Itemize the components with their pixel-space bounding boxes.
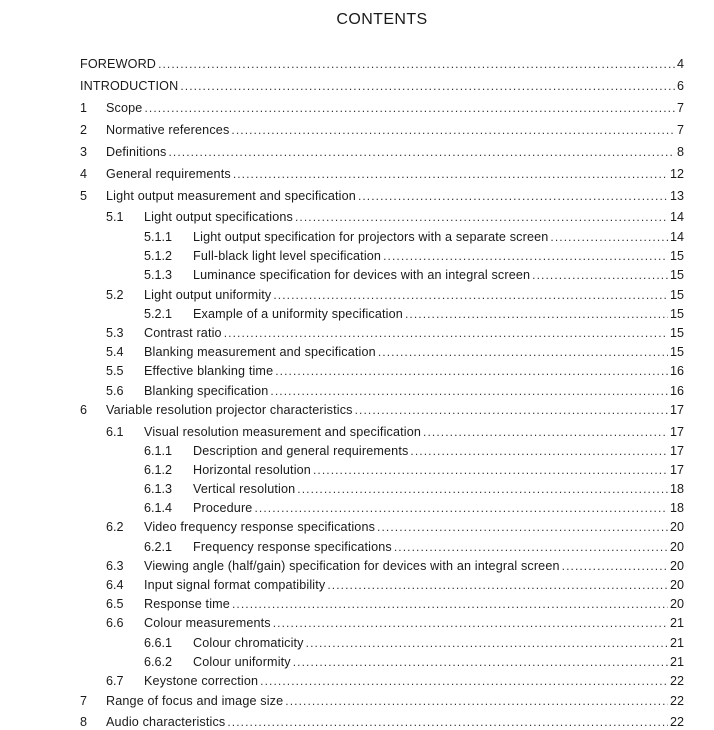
toc-entry-page: 8 bbox=[676, 145, 684, 159]
toc-entry-title: Colour uniformity bbox=[193, 655, 291, 669]
toc-entry-number: 6.5 bbox=[106, 597, 124, 611]
toc-entry[interactable] bbox=[80, 79, 684, 94]
toc-entry[interactable] bbox=[106, 288, 684, 303]
toc-entry[interactable] bbox=[80, 694, 684, 709]
toc-entry-title: Light output specification for projectors with a separate screen bbox=[193, 230, 549, 244]
toc-entry-page: 20 bbox=[669, 597, 684, 611]
dot-leader bbox=[293, 655, 668, 670]
toc-entry-title: Light output measurement and specification bbox=[106, 189, 356, 203]
toc-entry[interactable] bbox=[80, 101, 684, 116]
toc-entry-number: 6.4 bbox=[106, 578, 124, 592]
toc-entry-number: 5.2.1 bbox=[144, 307, 173, 321]
toc-entry-number: 6.1.1 bbox=[144, 444, 173, 458]
toc-entry-page: 7 bbox=[676, 101, 684, 115]
toc-entry-title: Luminance specification for devices with an integral screen bbox=[193, 268, 531, 282]
toc-entry-number: 3 bbox=[80, 145, 88, 159]
toc-entry-page: 15 bbox=[669, 307, 684, 321]
dot-leader bbox=[394, 540, 668, 555]
toc-entry-number: 5.1.2 bbox=[144, 249, 173, 263]
toc-entry-number: 6.7 bbox=[106, 674, 124, 688]
toc-entry-page: 7 bbox=[676, 123, 684, 137]
dot-leader bbox=[254, 501, 668, 516]
toc-entry[interactable] bbox=[106, 578, 684, 593]
dot-leader bbox=[158, 57, 675, 72]
toc-entry-page: 21 bbox=[669, 616, 684, 630]
toc-entry-title: Full-black light level specification bbox=[193, 249, 382, 263]
toc-entry[interactable] bbox=[106, 425, 684, 440]
toc-entry-page: 12 bbox=[669, 167, 684, 181]
dot-leader bbox=[275, 364, 668, 379]
dot-leader bbox=[260, 674, 668, 689]
dot-leader bbox=[355, 403, 668, 418]
toc-entry-page: 14 bbox=[669, 230, 684, 244]
dot-leader bbox=[378, 345, 668, 360]
toc-entry-title: Procedure bbox=[193, 501, 253, 515]
toc-entry-number: 5.2 bbox=[106, 288, 124, 302]
toc-entry-title: Response time bbox=[144, 597, 230, 611]
toc-entry-page: 15 bbox=[669, 288, 684, 302]
toc-entry[interactable] bbox=[106, 597, 684, 612]
dot-leader bbox=[377, 520, 668, 535]
toc-entry-title: Normative references bbox=[106, 123, 230, 137]
toc-entry[interactable] bbox=[144, 655, 684, 670]
toc-entry[interactable] bbox=[106, 384, 684, 399]
toc-entry-title: Vertical resolution bbox=[193, 482, 296, 496]
toc-entry-title: Video frequency response specifications bbox=[144, 520, 376, 534]
toc-entry-title: Input signal format compatibility bbox=[144, 578, 326, 592]
toc-entry[interactable] bbox=[106, 520, 684, 535]
toc-entry[interactable] bbox=[80, 145, 684, 160]
toc-entry-number: 4 bbox=[80, 167, 88, 181]
toc-entry-page: 16 bbox=[669, 364, 684, 378]
toc-entry-number: 8 bbox=[80, 715, 88, 729]
toc-entry[interactable] bbox=[80, 167, 684, 182]
toc-entry[interactable] bbox=[144, 444, 684, 459]
toc-entry[interactable] bbox=[106, 616, 684, 631]
toc-entry-title: Effective blanking time bbox=[144, 364, 274, 378]
toc-entry-title: Viewing angle (half/gain) specification for devices with an integral screen bbox=[144, 559, 560, 573]
dot-leader bbox=[532, 268, 668, 283]
toc-entry[interactable] bbox=[80, 403, 684, 418]
toc-entry-page: 15 bbox=[669, 268, 684, 282]
toc-entry-number: 6.2 bbox=[106, 520, 124, 534]
dot-leader bbox=[327, 578, 668, 593]
toc-entry-title: Variable resolution projector characteristics bbox=[106, 403, 353, 417]
toc-entry[interactable] bbox=[80, 123, 684, 138]
dot-leader bbox=[168, 145, 675, 160]
toc-entry-title: Example of a uniformity specification bbox=[193, 307, 403, 321]
toc-entry-number: 5.1.1 bbox=[144, 230, 173, 244]
toc-entry-number: 2 bbox=[80, 123, 88, 137]
dot-leader bbox=[383, 249, 668, 264]
toc-entry-page: 15 bbox=[669, 345, 684, 359]
toc-entry-number: 6.6.2 bbox=[144, 655, 173, 669]
toc-entry[interactable] bbox=[144, 501, 684, 516]
toc-entry-number: 7 bbox=[80, 694, 88, 708]
toc-entry[interactable] bbox=[106, 364, 684, 379]
toc-entry-title: Description and general requirements bbox=[193, 444, 409, 458]
toc-entry-title: Keystone correction bbox=[144, 674, 259, 688]
dot-leader bbox=[232, 597, 668, 612]
toc-entry[interactable] bbox=[80, 189, 684, 204]
toc-entry-page: 21 bbox=[669, 655, 684, 669]
toc-entry[interactable] bbox=[144, 482, 684, 497]
toc-entry-page: 20 bbox=[669, 540, 684, 554]
toc-entry-title: Colour measurements bbox=[144, 616, 271, 630]
toc-entry-page: 21 bbox=[669, 636, 684, 650]
toc-entry-title: Frequency response specifications bbox=[193, 540, 392, 554]
dot-leader bbox=[306, 636, 668, 651]
toc-entry-number: 6.1.2 bbox=[144, 463, 173, 477]
toc-entry[interactable] bbox=[144, 307, 684, 322]
dot-leader bbox=[410, 444, 668, 459]
dot-leader bbox=[313, 463, 668, 478]
toc-entry-title: INTRODUCTION bbox=[80, 79, 179, 93]
toc-entry-number: 6.6.1 bbox=[144, 636, 173, 650]
toc-entry-title: Audio characteristics bbox=[106, 715, 226, 729]
toc-entry-number: 6.1.4 bbox=[144, 501, 173, 515]
toc-entry[interactable] bbox=[80, 57, 684, 72]
toc-entry-title: General requirements bbox=[106, 167, 231, 181]
toc-entry-page: 22 bbox=[669, 674, 684, 688]
dot-leader bbox=[273, 616, 668, 631]
toc-entry-number: 6.1 bbox=[106, 425, 124, 439]
toc-entry[interactable] bbox=[144, 540, 684, 555]
toc-entry-page: 17 bbox=[669, 425, 684, 439]
dot-leader bbox=[358, 189, 668, 204]
toc-entry-title: Contrast ratio bbox=[144, 326, 222, 340]
toc-entry-title: Blanking measurement and specification bbox=[144, 345, 376, 359]
toc-entry-number: 6.6 bbox=[106, 616, 124, 630]
toc-entry-page: 18 bbox=[669, 501, 684, 515]
toc-entry-number: 6.3 bbox=[106, 559, 124, 573]
dot-leader bbox=[297, 482, 668, 497]
dot-leader bbox=[270, 384, 668, 399]
toc-entry-number: 5 bbox=[80, 189, 88, 203]
toc-entry-page: 6 bbox=[676, 79, 684, 93]
toc-entry-page: 13 bbox=[669, 189, 684, 203]
toc-entry-title: Visual resolution measurement and specification bbox=[144, 425, 422, 439]
toc-entry-title: Light output uniformity bbox=[144, 288, 272, 302]
toc-entry-page: 20 bbox=[669, 520, 684, 534]
toc-entry-page: 4 bbox=[676, 57, 684, 71]
toc-entry[interactable] bbox=[144, 230, 684, 245]
toc-entry-page: 22 bbox=[669, 715, 684, 729]
toc-entry-page: 17 bbox=[669, 444, 684, 458]
dot-leader bbox=[144, 101, 675, 116]
toc-entry-page: 17 bbox=[669, 403, 684, 417]
toc-entry[interactable] bbox=[144, 249, 684, 264]
toc-entry-page: 15 bbox=[669, 249, 684, 263]
dot-leader bbox=[224, 326, 668, 341]
page-title: CONTENTS bbox=[336, 11, 428, 28]
toc-entry-title: Definitions bbox=[106, 145, 167, 159]
toc-entry-page: 17 bbox=[669, 463, 684, 477]
dot-leader bbox=[550, 230, 668, 245]
toc-entry-number: 5.4 bbox=[106, 345, 124, 359]
toc-entry-number: 5.1.3 bbox=[144, 268, 173, 282]
toc-entry-number: 6.2.1 bbox=[144, 540, 173, 554]
dot-leader bbox=[405, 307, 668, 322]
toc-entry-title: Horizontal resolution bbox=[193, 463, 311, 477]
toc-entry-page: 22 bbox=[669, 694, 684, 708]
toc-entry-number: 5.6 bbox=[106, 384, 124, 398]
dot-leader bbox=[295, 210, 668, 225]
toc-entry-page: 20 bbox=[669, 578, 684, 592]
toc-entry-title: Scope bbox=[106, 101, 143, 115]
dot-leader bbox=[285, 694, 668, 709]
toc-entry-title: Range of focus and image size bbox=[106, 694, 284, 708]
toc-entry[interactable] bbox=[106, 345, 684, 360]
dot-leader bbox=[423, 425, 668, 440]
toc-entry-page: 16 bbox=[669, 384, 684, 398]
toc-entry-title: Light output specifications bbox=[144, 210, 293, 224]
toc-entry[interactable] bbox=[144, 463, 684, 478]
dot-leader bbox=[231, 123, 675, 138]
toc-entry-number: 6.1.3 bbox=[144, 482, 173, 496]
toc-entry-number: 5.1 bbox=[106, 210, 124, 224]
toc-entry[interactable] bbox=[144, 636, 684, 651]
toc-entry-title: FOREWORD bbox=[80, 57, 157, 71]
toc-entry[interactable] bbox=[106, 210, 684, 225]
dot-leader bbox=[273, 288, 668, 303]
dot-leader bbox=[180, 79, 675, 94]
toc-entry-title: Colour chromaticity bbox=[193, 636, 304, 650]
toc-entry-page: 20 bbox=[669, 559, 684, 573]
toc-entry-number: 1 bbox=[80, 101, 88, 115]
toc-entry-number: 5.5 bbox=[106, 364, 124, 378]
toc-entry-page: 18 bbox=[669, 482, 684, 496]
dot-leader bbox=[562, 559, 668, 574]
toc-entry[interactable] bbox=[106, 326, 684, 341]
toc-entry-page: 15 bbox=[669, 326, 684, 340]
toc-entry[interactable] bbox=[106, 674, 684, 689]
toc-entry-number: 5.3 bbox=[106, 326, 124, 340]
toc-entry-page: 14 bbox=[669, 210, 684, 224]
toc-entry-number: 6 bbox=[80, 403, 88, 417]
toc-entry[interactable] bbox=[144, 268, 684, 283]
dot-leader bbox=[233, 167, 668, 182]
toc-entry[interactable] bbox=[106, 559, 684, 574]
toc-entry-title: Blanking specification bbox=[144, 384, 269, 398]
